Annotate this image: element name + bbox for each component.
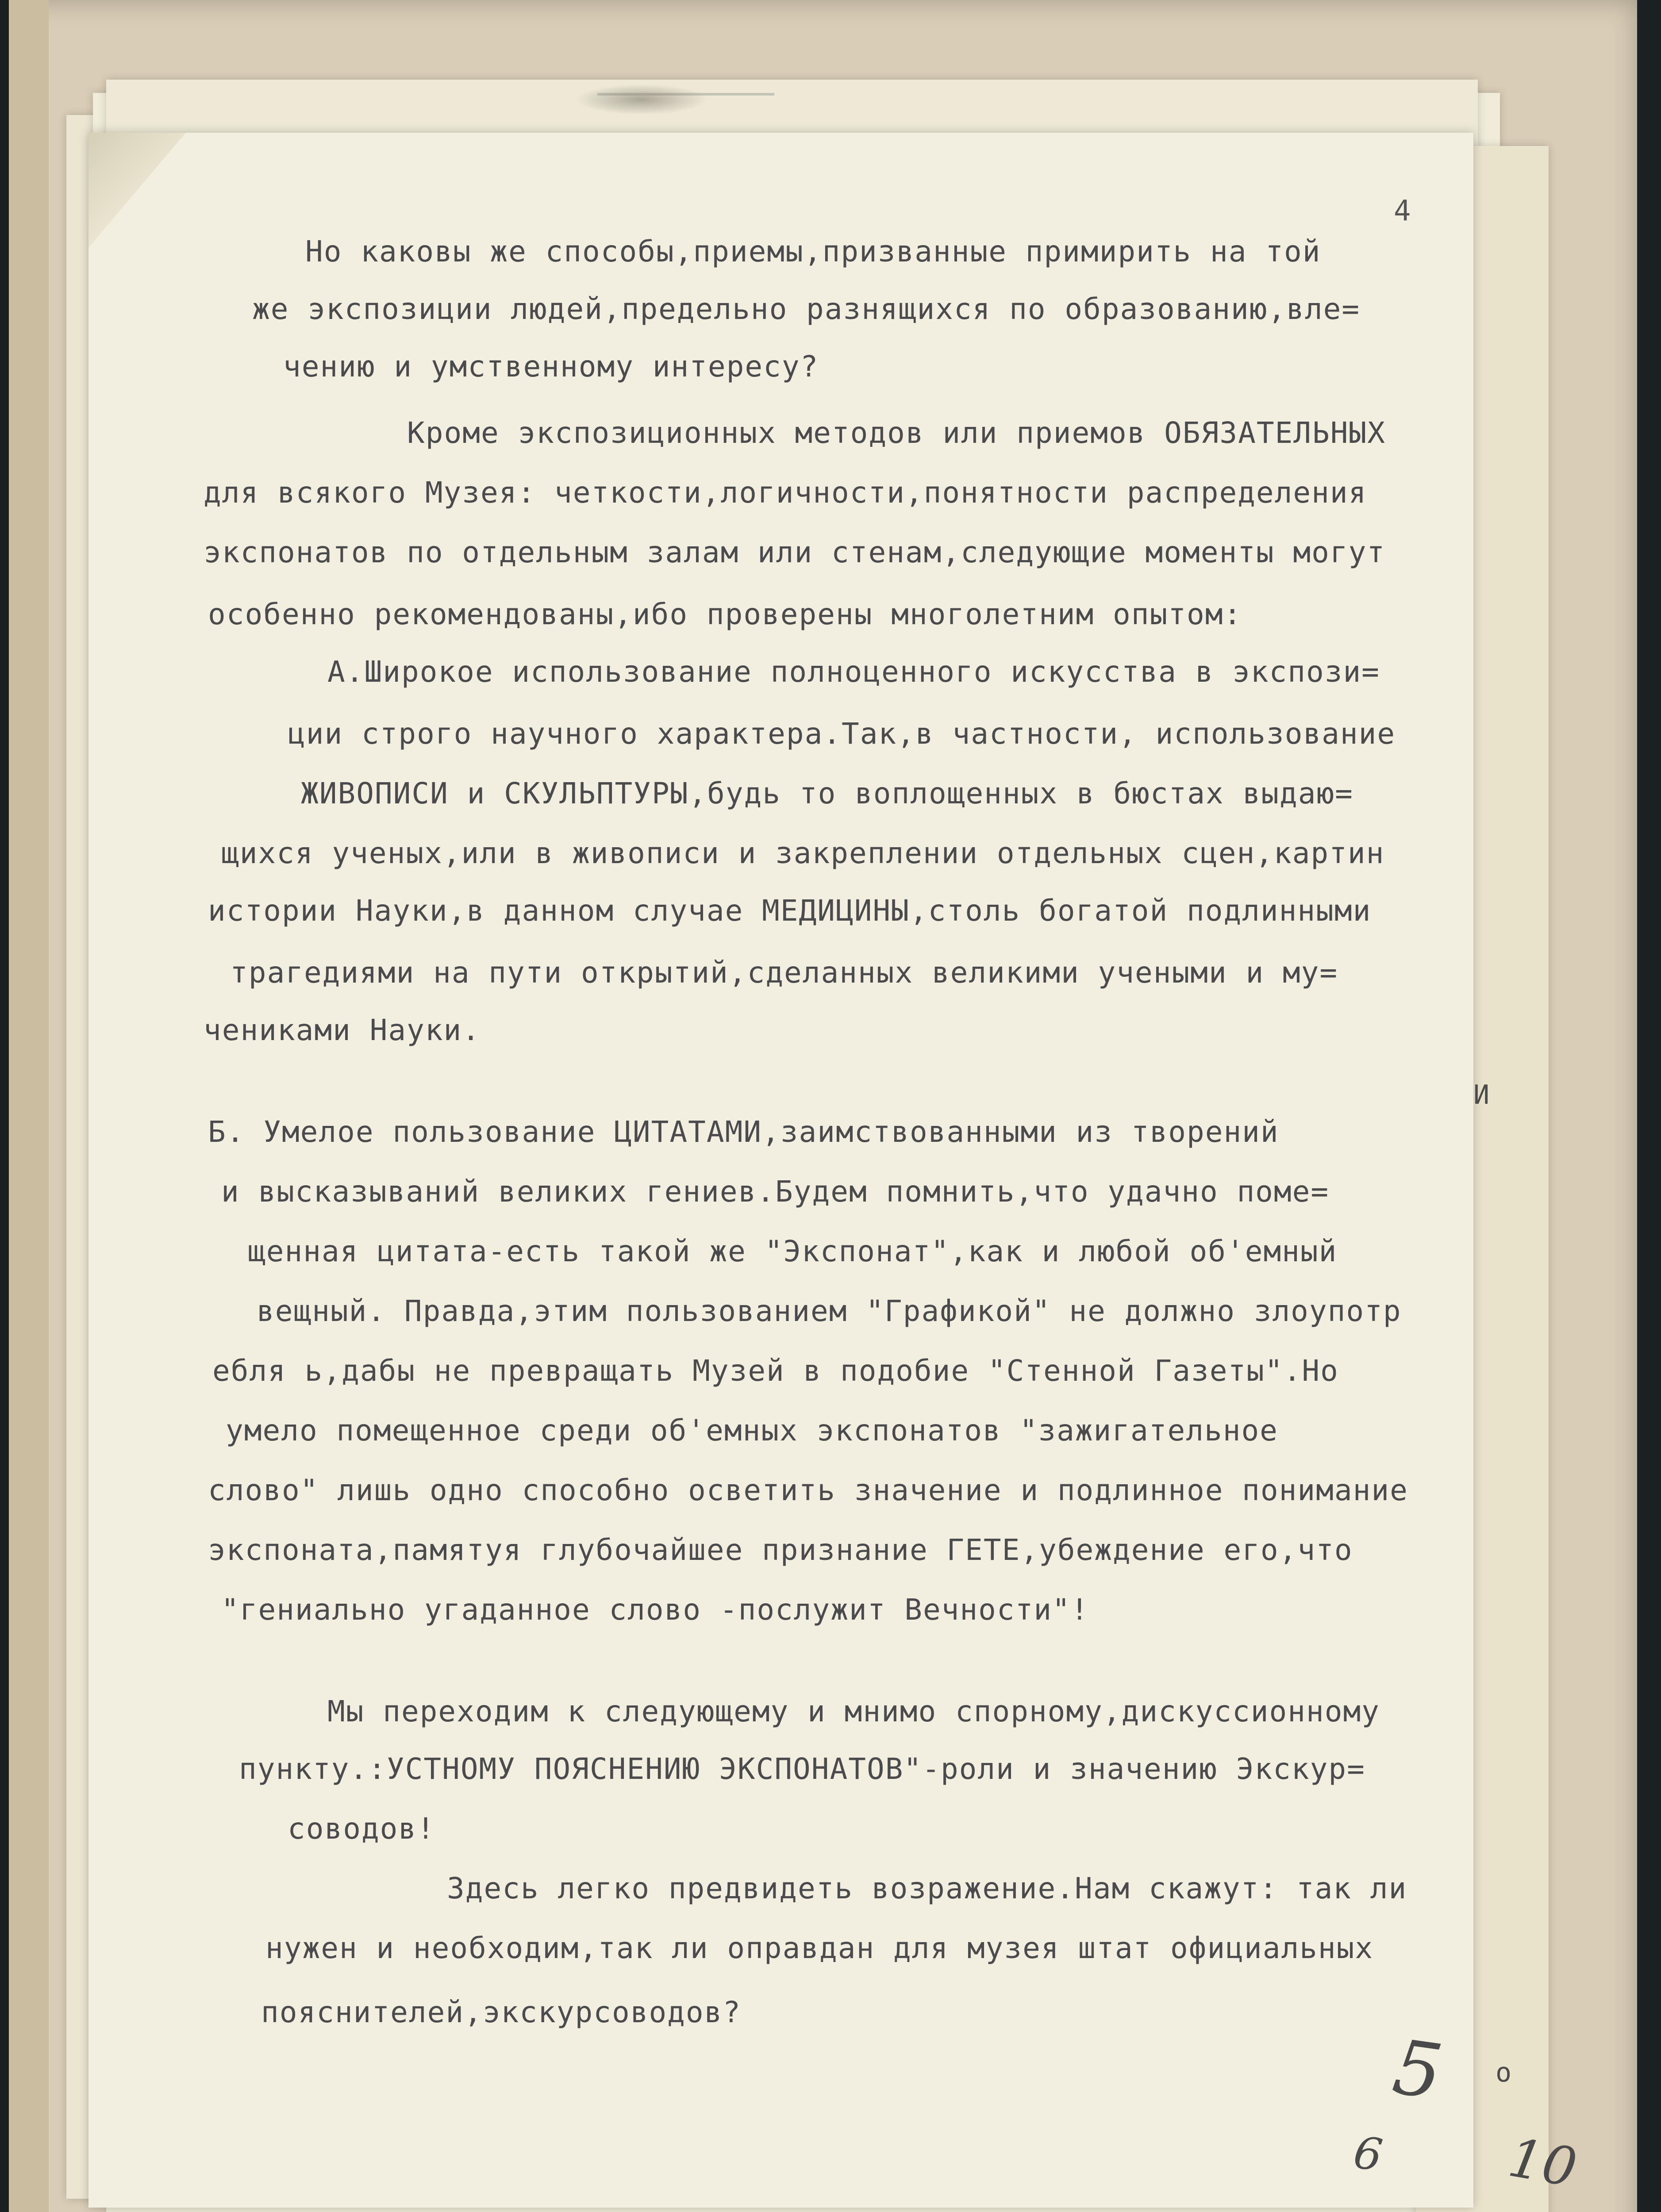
text-line: и высказываний великих гениев.Будем помнить,что удачно поме= [221,1175,1330,1209]
text-line: щихся ученых,или в живописи и закреплении отдельных сцен,картин [221,836,1385,870]
text-line: Мы переходим к следующему и мнимо спорному,дискуссионному [327,1694,1380,1728]
text-line: вещный. Правда,этим пользованием "Графикой" не должно злоупотр [257,1294,1402,1328]
margin-letter: о [1496,2057,1512,2088]
board-edge [9,0,49,2212]
text-line: чению и умственному интересу? [283,349,819,384]
text-line: же экспозиции людей,предельно разнящихся по образованию,вле= [252,292,1361,326]
text-line: Кроме экспозиционных методов или приемов ОБЯЗАТЕЛЬНЫХ [407,416,1386,450]
text-line: щенная цитата-есть такой же "Экспонат",как и любой об'емный [248,1234,1338,1268]
text-line: пункту.:УСТНОМУ ПОЯСНЕНИЮ ЭКСПОНАТОВ"-роли и значению Экскур= [239,1752,1365,1786]
text-line: ции строго научного характера.Так,в частности, использование [288,717,1396,751]
margin-letter: И [1473,1079,1490,1110]
text-line: соводов! [288,1812,435,1846]
text-line: экспоната,памятуя глубочайшее признание ГЕТЕ,убеждение его,что [208,1533,1353,1567]
text-line: умело помещенное среди об'емных экспонатов "зажигательное [226,1413,1278,1448]
text-line: трагедиями на пути открытий,сделанных великими учеными и му= [230,956,1338,990]
text-line: "гениально угаданное слово -послужит Вечности"! [221,1593,1089,1627]
smudge-mark [575,84,708,115]
handwritten-number: 6 [1350,2126,1386,2181]
text-line: А.Широкое использование полноценного искусства в экспози= [327,655,1380,689]
handwritten-number: 10 [1504,2127,1581,2200]
text-line: нужен и необходим,так ли оправдан для музея штат официальных [265,1931,1374,1965]
text-line: Но каковы же способы,приемы,призванные примирить на той [305,234,1321,269]
handwritten-number: 5 [1388,2023,1448,2117]
text-line: ЖИВОПИСИ и СКУЛЬПТУРЫ,будь то воплощенных в бюстах выдаю= [301,776,1353,810]
text-line: Б. Умелое пользование ЦИТАТАМИ,заимствованными из творений [208,1115,1279,1149]
text-line: Здесь легко предвидеть возражение.Нам скажут: так ли [447,1871,1407,1905]
text-line: ебля ь,дабы не превращать Музей в подобие "Стенной Газеты".Но [212,1354,1339,1388]
text-line: пояснителей,экскурсоводов? [261,1995,742,2029]
text-line: для всякого Музея: четкости,логичности,понятности распределения [204,476,1367,510]
text-line: особенно рекомендованы,ибо проверены многолетним опытом: [208,597,1242,631]
text-line: экспонатов по отдельным залам или стенам,следующие моменты могут [204,535,1386,569]
text-line: истории Науки,в данном случае МЕДИЦИНЫ,столь богатой подлинными [208,894,1372,928]
page-number: 4 [1394,195,1411,227]
text-line: чениками Науки. [204,1013,481,1047]
text-line: слово" лишь одно способно осветить значение и подлинное понимание [208,1473,1408,1507]
